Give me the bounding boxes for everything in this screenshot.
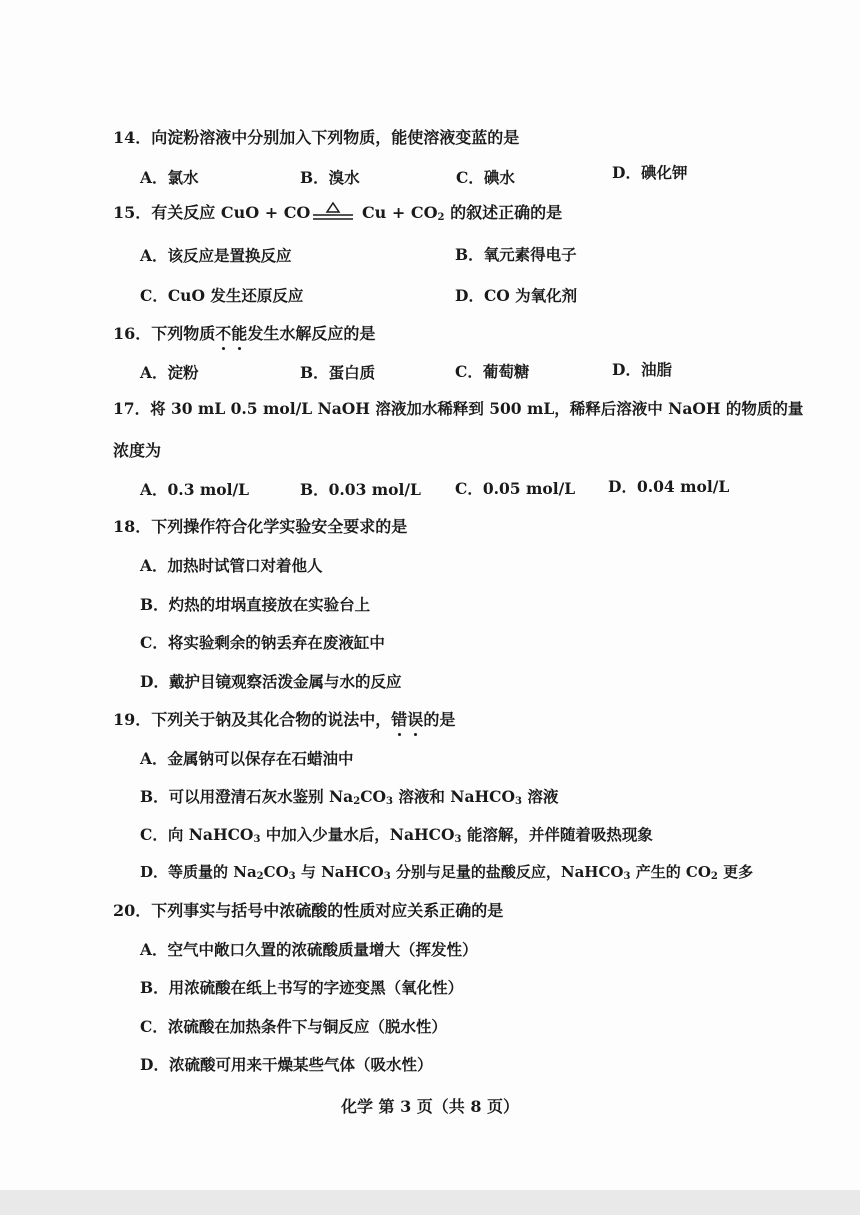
- q20-option-c: C．浓硫酸在加热条件下与铜反应（脱水性）: [140, 1017, 447, 1036]
- q15-option-a: A．该反应是置换反应: [140, 246, 292, 265]
- question-17-stem-line1: 17．将 30 mL 0.5 mol/L NaOH 溶液加水稀释到 500 mL，稀释后溶液中 NaOH 的物质的量: [113, 399, 804, 418]
- q19-emphasis-2: 误: [407, 710, 424, 729]
- q19-d-text-2: CO: [263, 863, 289, 881]
- q14-option-d: D．碘化钾: [612, 163, 688, 182]
- question-19-stem: [113, 709, 455, 731]
- q18-option-d: D．戴护目镜观察活泼金属与水的反应: [140, 672, 402, 691]
- q18-option-b: B．灼热的坩埚直接放在实验台上: [140, 595, 371, 614]
- q19-b-text-3: 溶液和 NaHCO: [393, 787, 515, 806]
- question-17-stem-line2: 浓度为: [113, 441, 162, 460]
- q19-c-text-2: 中加入少量水后，NaHCO: [260, 825, 455, 844]
- q18-option-a: A．加热时试管口对着他人: [140, 556, 323, 575]
- q19-b-sub-2: 3: [386, 796, 393, 807]
- q19-d-text-4: 分别与足量的盐酸反应，NaHCO: [390, 863, 624, 881]
- q15-stem-sub: 2: [437, 212, 445, 223]
- q19-b-sub-1: 2: [353, 796, 361, 807]
- q15-stem-mid: Cu + CO: [356, 203, 438, 222]
- heating-reaction-arrow-icon: [310, 203, 356, 225]
- q16-option-b: B．蛋白质: [300, 363, 376, 382]
- q17-option-a: A．0.3 mol/L: [140, 480, 250, 499]
- q19-d-sub-1: 2: [256, 871, 264, 882]
- q14-option-b: B．溴水: [300, 168, 360, 187]
- q19-d-sub-5: 2: [710, 871, 718, 882]
- q16-emphasis-1: 不: [215, 324, 232, 343]
- q17-option-b: B．0.03 mol/L: [300, 480, 421, 499]
- q14-option-c: C．碘水: [456, 168, 515, 187]
- q16-option-a: A．淀粉: [140, 363, 199, 382]
- q19-c-text-1: C．向 NaHCO: [140, 825, 254, 844]
- q15-option-b: B．氧元素得电子: [455, 245, 577, 264]
- q19-d-text-3: 与 NaHCO: [295, 863, 384, 881]
- q15-stem-post: 的叙述正确的是: [444, 203, 563, 222]
- q19-b-sub-3: 3: [515, 796, 522, 807]
- q19-b-text-1: B．可以用澄清石灰水鉴别 Na: [140, 787, 354, 806]
- question-20-stem: 20．下列事实与括号中浓硫酸的性质对应关系正确的是: [113, 901, 504, 920]
- q20-option-a: A．空气中敞口久置的浓硫酸质量增大（挥发性）: [140, 940, 478, 959]
- question-16-stem: [113, 323, 375, 345]
- q19-d-text-6: 更多: [717, 863, 754, 881]
- question-15-stem: [113, 202, 562, 225]
- q18-option-c: C．将实验剩余的钠丢弃在废液缸中: [140, 633, 385, 652]
- q19-c-sub-2: 3: [454, 834, 462, 845]
- q15-stem-pre: 15．有关反应 CuO + CO: [113, 203, 311, 222]
- question-18-stem: 18．下列操作符合化学实验安全要求的是: [113, 517, 408, 536]
- q17-option-d: D．0.04 mol/L: [608, 477, 730, 496]
- q19-c-sub-1: 3: [253, 834, 261, 845]
- question-14-stem: 14．向淀粉溶液中分别加入下列物质，能使溶液变蓝的是: [113, 128, 520, 147]
- q19-d-text-1: D．等质量的 Na: [140, 863, 257, 881]
- q16-emphasis-2: 能: [231, 324, 248, 343]
- q19-option-b: [140, 786, 558, 808]
- q15-option-d: D．CO 为氧化剂: [455, 286, 578, 305]
- q19-b-text-2: CO: [360, 787, 387, 806]
- q16-option-d: D．油脂: [612, 360, 672, 379]
- q19-option-c: [140, 824, 653, 846]
- q19-option-d: [140, 861, 753, 883]
- q19-d-text-5: 产生的 CO: [630, 863, 711, 881]
- q19-d-sub-4: 3: [623, 871, 631, 882]
- q19-emphasis-1: 错: [391, 710, 408, 729]
- page-footer: 化学 第 3 页（共 8 页）: [340, 1097, 520, 1116]
- q20-option-d: D．浓硫酸可用来干燥某些气体（吸水性）: [140, 1055, 433, 1074]
- q19-c-text-3: 能溶解，并伴随着吸热现象: [461, 825, 653, 844]
- q20-option-b: B．用浓硫酸在纸上书写的字迹变黑（氧化性）: [140, 978, 464, 997]
- q16-stem-post: 发生水解反应的是: [247, 324, 376, 343]
- q19-d-sub-2: 3: [288, 871, 296, 882]
- q16-stem-pre: 16．下列物质: [113, 324, 216, 343]
- q16-option-c: C．葡萄糖: [455, 362, 530, 381]
- q19-d-sub-3: 3: [383, 871, 391, 882]
- q19-b-text-4: 溶液: [521, 787, 559, 806]
- q19-option-a: A．金属钠可以保存在石蜡油中: [140, 749, 354, 768]
- q19-stem-post: 的是: [423, 710, 456, 729]
- page-bottom-strip: [0, 1190, 860, 1215]
- q17-option-c: C．0.05 mol/L: [455, 479, 576, 498]
- q19-stem-pre: 19．下列关于钠及其化合物的说法中，: [113, 710, 392, 729]
- q14-option-a: A．氯水: [140, 168, 199, 187]
- q15-option-c: C．CuO 发生还原反应: [140, 286, 304, 305]
